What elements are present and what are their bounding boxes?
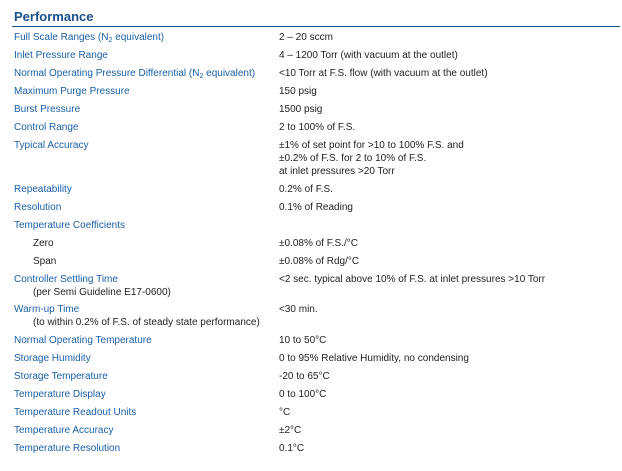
- spec-value: [279, 406, 290, 419]
- spec-value: [279, 103, 322, 116]
- spec-label: Maximum Purge Pressure: [14, 86, 130, 97]
- title-underline: [12, 26, 620, 27]
- spec-label-note: (per Semi Guideline E17-0600): [33, 287, 171, 298]
- spec-value: [279, 303, 318, 316]
- spec-label: Control Range: [14, 122, 79, 133]
- spec-value-line: 0.1°C: [279, 443, 305, 454]
- spec-label: Zero: [33, 238, 54, 249]
- spec-value-line: ±1% of set point for >10 to 100% F.S. and: [279, 140, 464, 151]
- spec-label: Normal Operating Temperature: [14, 335, 152, 346]
- spec-value-line: 2 to 100% of F.S.: [279, 122, 356, 133]
- spec-value: [279, 85, 317, 98]
- spec-label: Temperature Accuracy: [14, 425, 114, 436]
- spec-value-line: 0.2% of F.S.: [279, 184, 333, 195]
- spec-value-line: ±0.2% of F.S. for 2 to 10% of F.S.: [279, 153, 427, 164]
- spec-value-line: 1500 psig: [279, 104, 323, 115]
- spec-label: Storage Temperature: [14, 371, 108, 382]
- spec-value: [279, 370, 330, 383]
- spec-value: [279, 273, 545, 286]
- spec-label: Inlet Pressure Range: [14, 50, 108, 61]
- spec-value-line: <2 sec. typical above 10% of F.S. at inlet pressures >10 Torr: [279, 274, 546, 285]
- spec-value: [279, 388, 326, 401]
- section-title: Performance: [14, 9, 94, 24]
- spec-value-line: 4 – 1200 Torr (with vacuum at the outlet): [279, 50, 458, 61]
- spec-value: [279, 67, 488, 80]
- spec-value-line: 2 – 20 sccm: [279, 32, 333, 43]
- spec-label: Temperature Resolution: [14, 443, 121, 454]
- spec-value-line: 150 psig: [279, 86, 317, 97]
- spec-value-line: 10 to 50°C: [279, 335, 327, 346]
- spec-value: [279, 237, 358, 250]
- spec-value: [279, 139, 464, 178]
- spec-value: [279, 183, 333, 196]
- spec-value-line: 0.1% of Reading: [279, 202, 353, 213]
- spec-label: [14, 67, 255, 80]
- spec-label: Burst Pressure: [14, 104, 81, 115]
- subscript: 2: [199, 73, 204, 80]
- spec-value-line: ±0.08% of F.S./°C: [279, 238, 358, 249]
- spec-value-line: at inlet pressures >20 Torr: [279, 166, 395, 177]
- spec-value-line: 0 to 95% Relative Humidity, no condensing: [279, 353, 469, 364]
- spec-value-line: 0 to 100°C: [279, 389, 327, 400]
- spec-label: [14, 31, 164, 44]
- spec-label: Controller Settling Time: [14, 274, 118, 285]
- spec-value: [279, 334, 326, 347]
- spec-label: Repeatability: [14, 184, 72, 195]
- spec-value: [279, 352, 469, 365]
- spec-label: Temperature Coefficients: [14, 220, 125, 231]
- spec-value: [279, 201, 353, 214]
- spec-value: [279, 442, 304, 455]
- spec-label: Warm-up Time: [14, 304, 80, 315]
- spec-label-text: Normal Operating Pressure Differential (N: [14, 68, 200, 79]
- spec-value-line: -20 to 65°C: [279, 371, 330, 382]
- spec-label: Temperature Display: [14, 389, 106, 400]
- spec-value: [279, 121, 355, 134]
- spec-value: [279, 424, 301, 437]
- spec-label: Span: [33, 256, 57, 267]
- spec-label: Resolution: [14, 202, 62, 213]
- spec-label: Storage Humidity: [14, 353, 91, 364]
- spec-value-line: ±0.08% of Rdg/°C: [279, 256, 360, 267]
- spec-value: [279, 255, 359, 268]
- spec-value: [279, 49, 458, 62]
- spec-value-line: °C: [279, 407, 291, 418]
- spec-value-line: <30 min.: [279, 304, 318, 315]
- spec-label-text: Full Scale Ranges (N: [14, 32, 109, 43]
- spec-label-text: equivalent): [112, 32, 165, 43]
- spec-label: Typical Accuracy: [14, 140, 89, 151]
- spec-label-note: (to within 0.2% of F.S. of steady state performance): [33, 317, 260, 328]
- spec-label: Temperature Readout Units: [14, 407, 137, 418]
- subscript: 2: [108, 37, 113, 44]
- spec-value-line: <10 Torr at F.S. flow (with vacuum at the outlet): [279, 68, 488, 79]
- spec-value: [279, 31, 333, 44]
- spec-label-text: equivalent): [203, 68, 256, 79]
- spec-value-line: ±2°C: [279, 425, 302, 436]
